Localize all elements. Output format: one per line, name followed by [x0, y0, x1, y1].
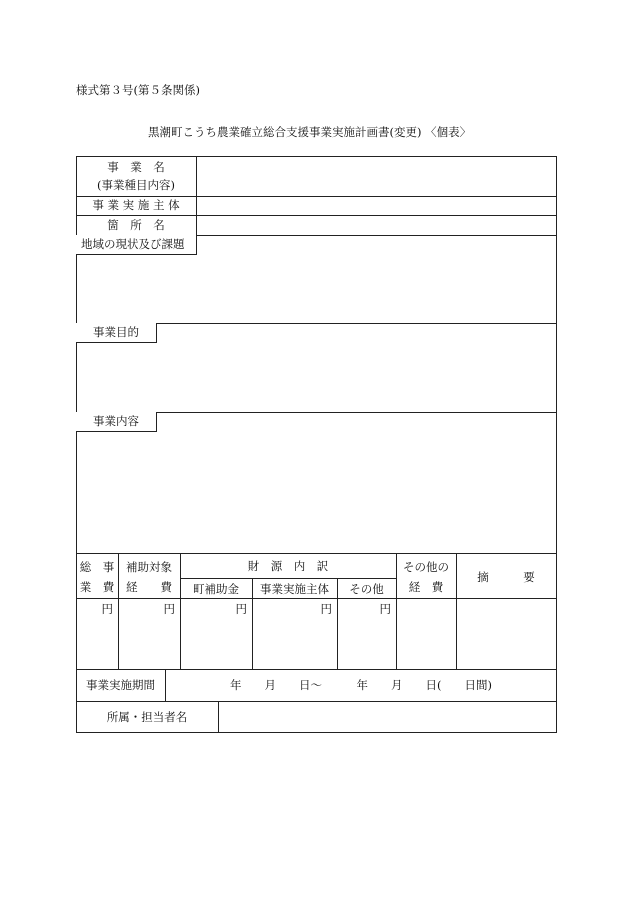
funding-other-label: その他 — [349, 582, 384, 596]
funding-breakdown-label: 財 源 内 訳 — [247, 559, 329, 573]
yen-unit-subsidy-target: 円 — [163, 602, 175, 616]
subsidy-target-label-2: 経 費 — [126, 580, 172, 594]
total-cost-label-2: 業 費 — [79, 580, 115, 594]
other-expenses-label: その他の — [403, 560, 449, 574]
implementer-label: 事 業 実 施 主 体 — [92, 198, 180, 212]
period-text: 年 月 日～ 年 月 日( 日間) — [230, 678, 492, 692]
yen-unit-implementer: 円 — [320, 602, 332, 616]
total-cost-label: 総 事 — [79, 560, 115, 574]
location-label: 箇 所 名 — [107, 218, 165, 232]
other-expenses-label-2: 経 費 — [408, 580, 444, 594]
form-number: 様式第３号(第５条関係) — [76, 83, 200, 97]
form-title: 黒潮町こうち農業確立総合支援事業実施計画書(変更) 〈個表〉 — [148, 125, 472, 139]
content-label: 事業内容 — [93, 414, 139, 428]
yen-unit-total: 円 — [101, 602, 113, 616]
period-label: 事業実施期間 — [86, 678, 155, 692]
project-name-label: 事 業 名 — [107, 160, 165, 174]
town-subsidy-label: 町補助金 — [193, 582, 239, 596]
purpose-label: 事業目的 — [93, 325, 139, 339]
contact-label: 所属・担当者名 — [106, 710, 188, 724]
project-type-label: (事業種目内容) — [97, 178, 175, 192]
remarks-label: 摘 要 — [477, 570, 535, 584]
situation-label: 地域の現状及び課題 — [81, 237, 185, 251]
yen-unit-other: 円 — [379, 602, 391, 616]
yen-unit-town-subsidy: 円 — [235, 602, 247, 616]
subsidy-target-label: 補助対象 — [126, 560, 172, 574]
implementer-share-label: 事業実施主体 — [260, 582, 329, 596]
